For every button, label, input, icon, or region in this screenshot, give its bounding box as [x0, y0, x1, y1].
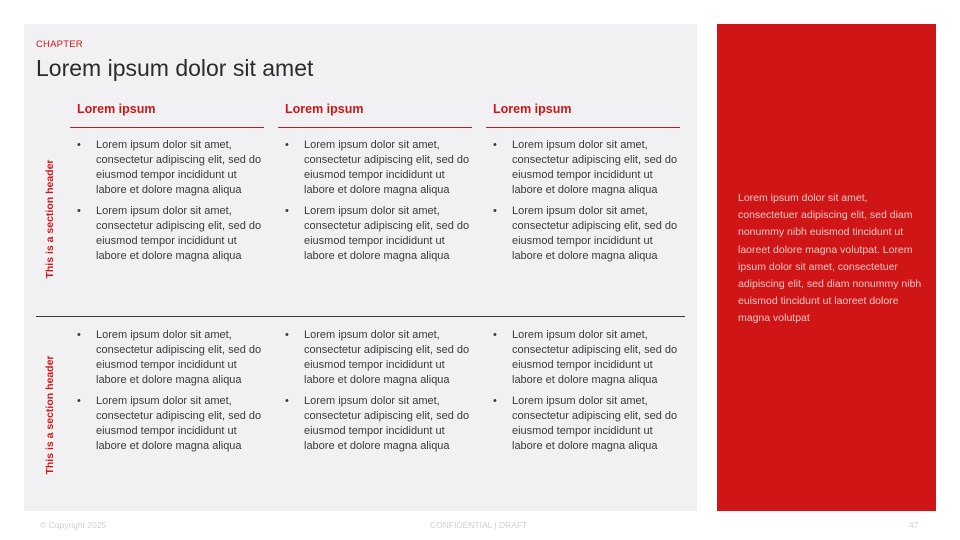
column-header-2: Lorem ipsum: [285, 102, 364, 116]
footer-copyright: © Copyright 2025: [40, 520, 107, 530]
footer-confidential: CONFIDENTIAL | DRAFT: [430, 520, 528, 530]
list-item: • Lorem ipsum dolor sit amet, consectetur adipiscing elit, sed do eiusmod tempor incididunt ut labore et dolore magna aliqua: [486, 328, 680, 388]
cell-r2-c3: [486, 328, 680, 460]
footer-page-number: 47: [909, 520, 919, 530]
cell-r2-c2: [278, 328, 472, 460]
list-item: • Lorem ipsum dolor sit amet, consectetur adipiscing elit, sed do eiusmod tempor incididunt ut labore et dolore magna aliqua: [70, 394, 264, 454]
list-item: • Lorem ipsum dolor sit amet, consectetur adipiscing elit, sed do eiusmod tempor incididunt ut labore et dolore magna aliqua: [70, 204, 264, 264]
section-header-1-label: This is a section header: [44, 159, 56, 279]
cell-r1-c2: [278, 138, 472, 270]
column-rule-2: [278, 127, 472, 128]
cell-r1-c1: [70, 138, 264, 270]
sidebar-text: Lorem ipsum dolor sit amet, consectetuer adipiscing elit, sed diam nonummy nibh euismod tincidunt ut laoreet dolore magna volutpat. Lorem ipsum dolor sit amet, consectetuer adipiscing elit, sed diam nonummy nibh euismod tincidunt ut laoreet dolore magna volutpat: [738, 192, 922, 325]
column-header-1: Lorem ipsum: [77, 102, 156, 116]
list-item: • Lorem ipsum dolor sit amet, consectetur adipiscing elit, sed do eiusmod tempor incididunt ut labore et dolore magna aliqua: [70, 328, 264, 388]
list-item: • Lorem ipsum dolor sit amet, consectetur adipiscing elit, sed do eiusmod tempor incididunt ut labore et dolore magna aliqua: [278, 138, 472, 198]
column-rule-1: [70, 127, 264, 128]
section-divider: [36, 316, 685, 317]
section-header-2-label: This is a section header: [44, 355, 56, 475]
column-header-3: Lorem ipsum: [493, 102, 572, 116]
list-item: • Lorem ipsum dolor sit amet, consectetur adipiscing elit, sed do eiusmod tempor incididunt ut labore et dolore magna aliqua: [278, 204, 472, 264]
column-rule-3: [486, 127, 680, 128]
list-item: • Lorem ipsum dolor sit amet, consectetur adipiscing elit, sed do eiusmod tempor incididunt ut labore et dolore magna aliqua: [278, 394, 472, 454]
list-item: • Lorem ipsum dolor sit amet, consectetur adipiscing elit, sed do eiusmod tempor incididunt ut labore et dolore magna aliqua: [486, 204, 680, 264]
cell-r2-c1: [70, 328, 264, 460]
chapter-label: CHAPTER: [36, 39, 83, 50]
list-item: • Lorem ipsum dolor sit amet, consectetur adipiscing elit, sed do eiusmod tempor incididunt ut labore et dolore magna aliqua: [70, 138, 264, 198]
list-item: • Lorem ipsum dolor sit amet, consectetur adipiscing elit, sed do eiusmod tempor incididunt ut labore et dolore magna aliqua: [486, 138, 680, 198]
cell-r1-c3: [486, 138, 680, 270]
list-item: • Lorem ipsum dolor sit amet, consectetur adipiscing elit, sed do eiusmod tempor incididunt ut labore et dolore magna aliqua: [278, 328, 472, 388]
list-item: • Lorem ipsum dolor sit amet, consectetur adipiscing elit, sed do eiusmod tempor incididunt ut labore et dolore magna aliqua: [486, 394, 680, 454]
page-title: Lorem ipsum dolor sit amet: [36, 55, 314, 81]
